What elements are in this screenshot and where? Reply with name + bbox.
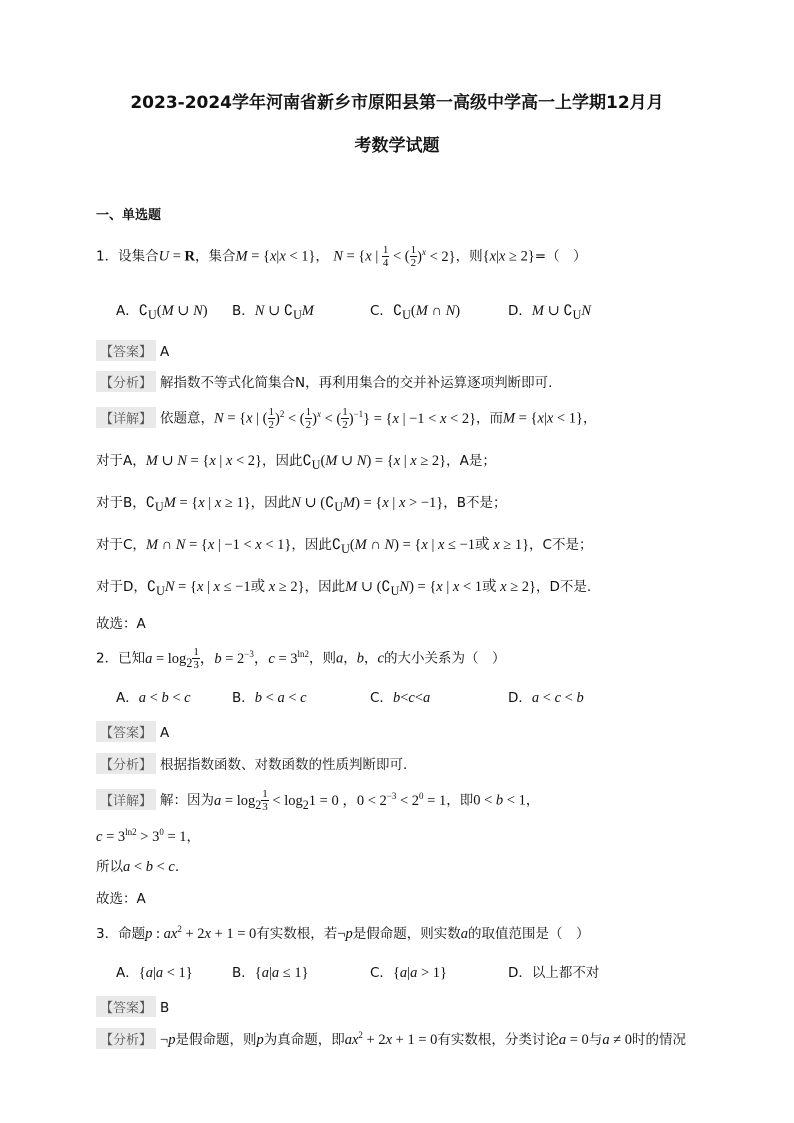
q1-option-b: B．N ∪ $∁_UM$ <box>232 303 314 322</box>
q1-case-d: 对于D，$∁_UN = \{x$ | x ≤ −1或 x ≥ 2}，因此M ∪ $(∁_UN) = \{x$ | x < 1或 x ≥ 2}，D不是. <box>96 579 592 598</box>
q3-option-d: D．以上都不对 <box>508 965 600 981</box>
q2-detail-1: 【详解】 解：因为$a = \log_2$ $\frac{1}{3}$ < $\log_21 = 0$ ，$0 < 2^{-3} < 2^0 = 1$，即0 < b < 1， <box>96 788 539 813</box>
q2-analysis: 【分析】 根据指数函数、对数函数的性质判断即可. <box>96 753 407 774</box>
q2-detail-3: 所以a < b < c. <box>96 859 180 875</box>
q1-case-b: 对于B，$∁_UM = \{x$ | x ≥ 1}，因此N ∪ $(∁_UM) = \{x$ | x > −1}，B不是； <box>96 495 507 514</box>
q1-stem: 1．设集合U = R，集合M = {x|x < 1}， N = {x | $\frac{1}{4}$ < ( $\frac{1}{2}$ )$^x$ < 2}，则{x|x ≥ 2}=（ ） <box>96 244 587 269</box>
q2-option-a: A．a < b < c <box>116 690 191 706</box>
q3-option-c: C．{a|a > 1} <box>370 965 447 981</box>
q1-case-a: 对于A，M ∪ N = {x | x < 2}，因此$∁_U(M$ ∪ N) = {x | x ≥ 2}，A是； <box>96 453 496 472</box>
q2-stem: 2．已知$a = \log_2$ $\frac{1}{3}$ ，$b = 2^{-3}$，$c = 3^{ln2}$，则a，b，c的大小关系为（ ） <box>96 646 506 671</box>
q3-answer: 【答案】 B <box>96 996 169 1017</box>
doc-title-line2: 考数学试题 <box>354 136 440 156</box>
q2-option-b: B．b < a < c <box>232 690 307 706</box>
q1-option-d: D．M ∪ $∁_UN$ <box>508 303 592 322</box>
q2-choose: 故选：A <box>96 891 146 907</box>
q1-option-a: A．$∁_U(M$ ∪ N) <box>116 303 208 322</box>
doc-title-line1: 2023-2024学年河南省新乡市原阳县第一高级中学高一上学期12月月 <box>130 93 664 113</box>
q2-option-c: C．b<c<a <box>370 690 431 706</box>
q3-option-b: B．{a|a ≤ 1} <box>232 965 309 981</box>
q3-stem: 3．命题p : $ax^2 + 2x + 1 = 0$有实数根，若¬p是假命题，则实数a的取值范围是（ ） <box>96 924 590 942</box>
q1-case-c: 对于C，M ∩ N = {x | −1 < x < 1}，因此$∁_U(M$ ∩ N) = {x | x ≤ −1或 x ≥ 1}，C不是； <box>96 537 593 556</box>
q2-detail-2: $c = 3^{ln2} > 3^0 = 1$， <box>96 827 201 845</box>
section-heading: 一、单选题 <box>96 208 162 223</box>
q1-analysis: 【分析】 解指数不等式化简集合N，再利用集合的交并补运算逐项判断即可. <box>96 371 552 392</box>
q3-analysis: 【分析】 ¬p是假命题，则p为真命题，即$ax^2 + 2x + 1 = 0$有实数根，分类讨论a = 0与a ≠ 0时的情况 <box>96 1028 686 1049</box>
q3-option-a: A．{a|a < 1} <box>116 965 193 981</box>
q1-choose: 故选：A <box>96 616 146 632</box>
q1-option-c: C．$∁_U(M$ ∩ N) <box>370 303 461 322</box>
q2-answer: 【答案】 A <box>96 721 169 742</box>
q2-option-d: D．a < c < b <box>508 690 584 706</box>
q1-detail-1: 【详解】 依题意，N = {x | ( $\frac{1}{2}$ )$^2$ < ( $\frac{1}{2}$ )$^x$ < ( $\frac{1}{2}$ )$^{-1}$} = {x | −1 < x < 2}，而M = {x|x < 1}， <box>96 406 596 431</box>
q1-answer: 【答案】 A <box>96 340 169 361</box>
